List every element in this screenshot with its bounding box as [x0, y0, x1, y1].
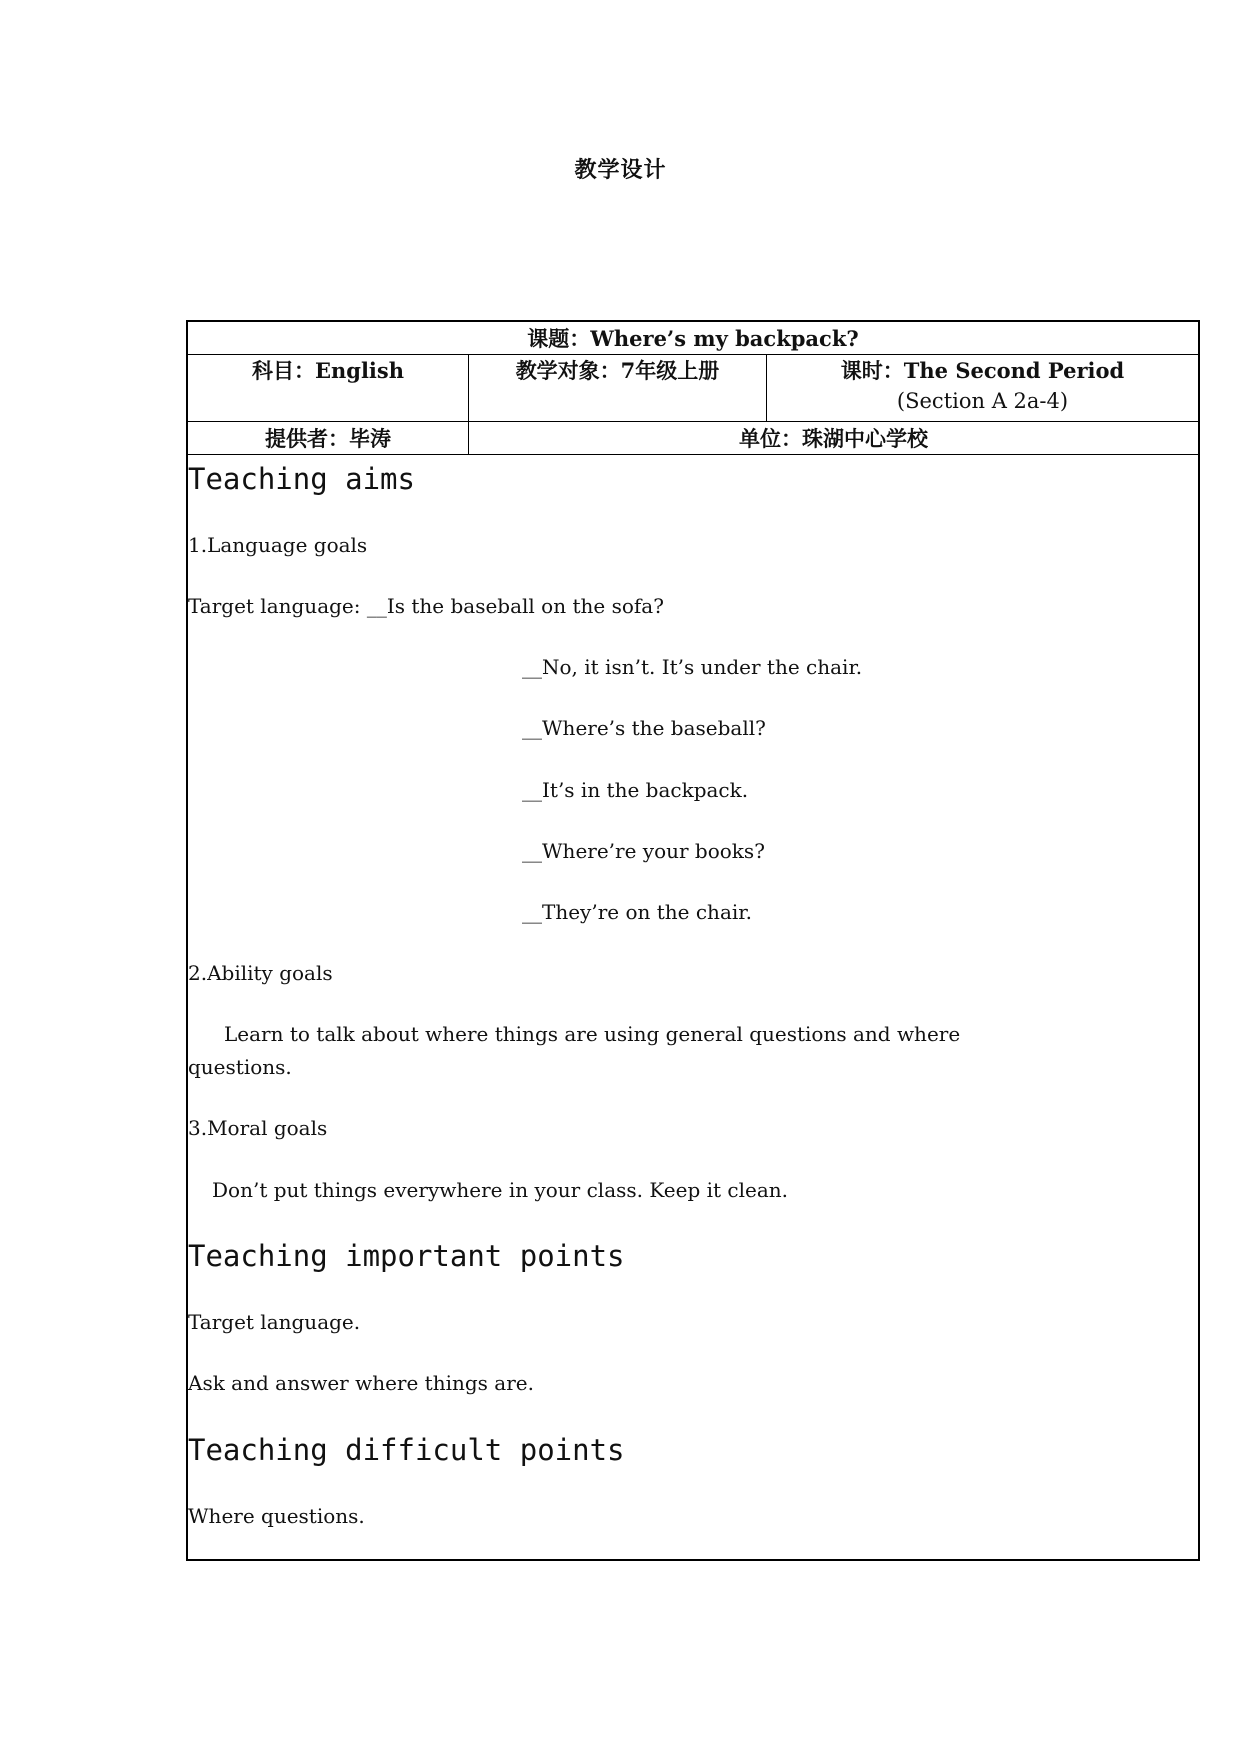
important-point: Ask and answer where things are. — [188, 1371, 534, 1395]
subject-cell: 科目：English — [251, 358, 404, 383]
audience-cell: 教学对象：7年级上册 — [468, 355, 766, 421]
ability-goals-line-2: questions. — [188, 1055, 292, 1079]
ability-goals-line-1: Learn to talk about where things are using general questions and where — [224, 1022, 961, 1046]
lesson-body — [188, 455, 1198, 1559]
moral-goals-text: Don’t put things everywhere in your class. Keep it clean. — [212, 1178, 788, 1202]
unit-cell: 单位：珠湖中心学校 — [468, 422, 1198, 454]
moral-goals-label: 3.Moral goals — [188, 1116, 328, 1140]
language-goals-label: 1.Language goals — [188, 533, 368, 557]
period-line-1: 课时：The Second Period — [840, 358, 1125, 383]
ability-goals-label: 2.Ability goals — [188, 961, 333, 985]
dialogue-line: __They’re on the chair. — [522, 900, 752, 924]
document-title: 教学设计 — [574, 157, 667, 183]
lesson-plan-table — [186, 320, 1200, 1561]
period-cell — [766, 355, 1198, 421]
provider-cell: 提供者：毕涛 — [265, 426, 391, 451]
dialogue-line: __It’s in the backpack. — [522, 778, 749, 802]
dialogue-line: __Where’s the baseball? — [522, 716, 766, 740]
important-points-heading: Teaching important points — [188, 1239, 625, 1273]
target-language-line: Target language: __Is the baseball on the sofa? — [188, 594, 664, 618]
difficult-point: Where questions. — [188, 1504, 365, 1528]
topic-row — [188, 322, 1198, 355]
subject-row — [188, 355, 1198, 422]
dialogue-line: __No, it isn’t. It’s under the chair. — [522, 655, 863, 679]
important-point: Target language. — [188, 1310, 361, 1334]
provider-row — [188, 422, 1198, 455]
period-line-2: (Section A 2a-4) — [896, 389, 1069, 413]
difficult-points-heading: Teaching difficult points — [188, 1433, 625, 1467]
topic-cell: 课题：Where’s my backpack? — [527, 326, 859, 351]
dialogue-line: __Where’re your books? — [522, 839, 765, 863]
aims-heading: Teaching aims — [188, 462, 415, 496]
